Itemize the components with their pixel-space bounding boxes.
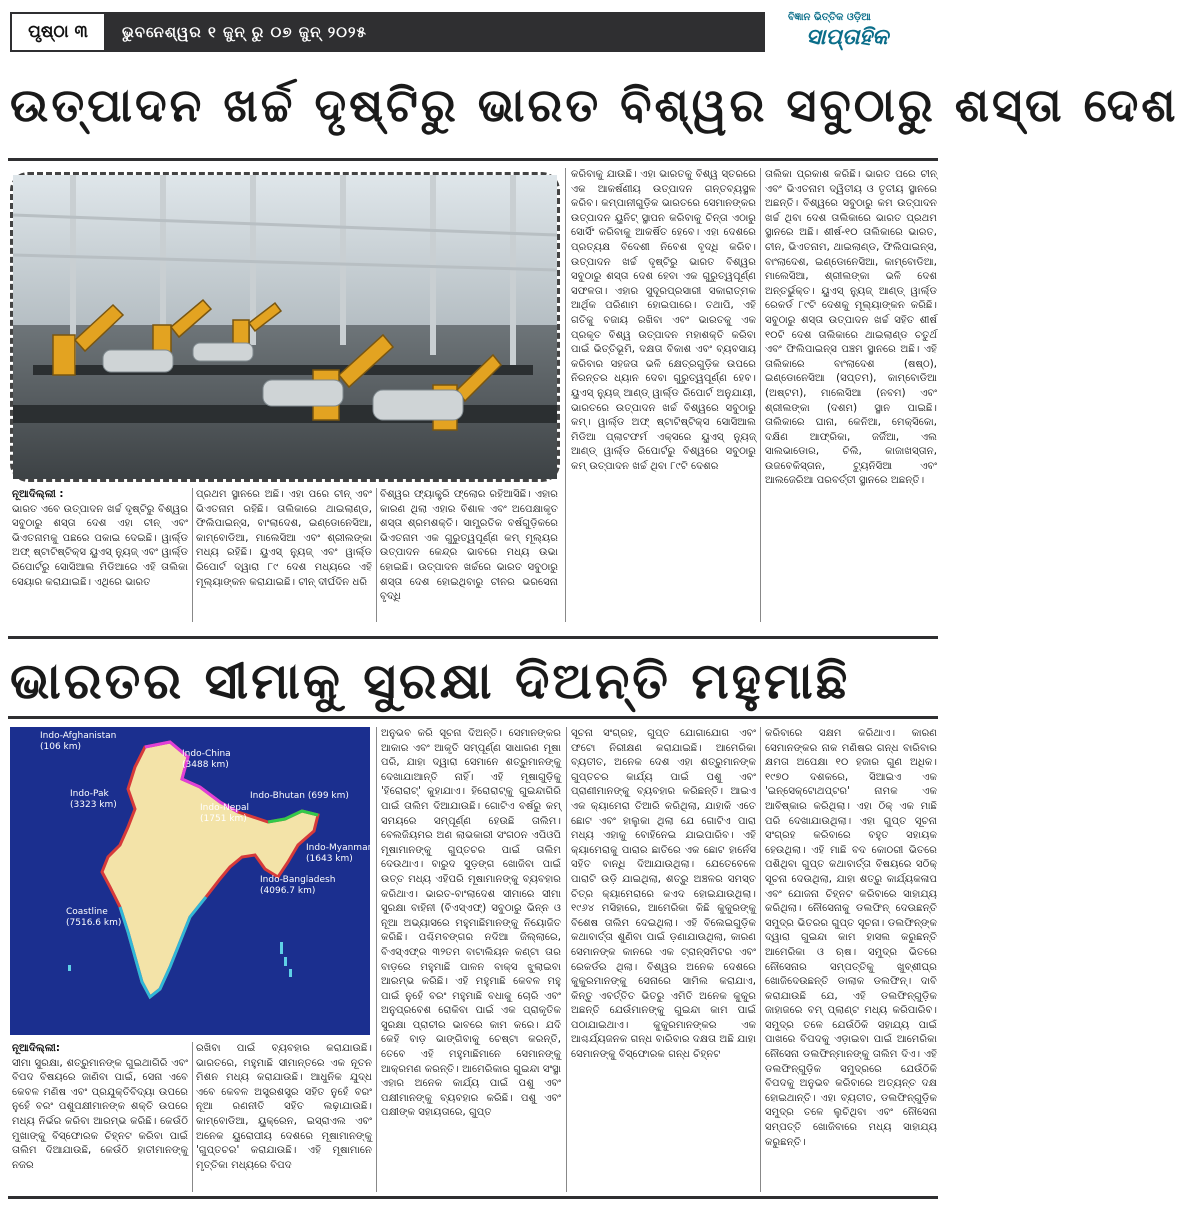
article1-text-5: ତାଲିକା ପ୍ରକାଶ କରିଛି। ଭାରତ ପରେ ଚୀନ୍ ଏବଂ ଭିଏତନାମ ଦ୍ୱିତୀୟ ଓ ତୃତୀୟ ସ୍ଥାନରେ ଅଛନ୍ତି। ବିଶ୍ୱରେ ସବୁଠାରୁ କମ ଉତ୍ପାଦନ ଖର୍ଚ୍ଚ ଥିବା ଦେଶ ତାଲିକାରେ ଭାରତ ପ୍ରଥମ ସ୍ଥାନରେ ଅଛି। ଶୀର୍ଷ-୧୦ ତାଲିକାରେ ଭାରତ, ଚୀନ, ଭିଏତନାମ, ଥାଇଲାଣ୍ଡ, ଫିଲିପାଇନ୍ସ, ବାଂଲାଦେଶ, ଇଣ୍ଡୋନେସିଆ, କାମ୍ବୋଡିଆ, ମାଲେସିଆ, ଶ୍ରୀଲଙ୍କା ଭଳି ଦେଶ ଅନ୍ତର୍ଭୁକ୍ତ। ୟୁଏସ୍ ନ୍ୟୁଜ୍ ଆଣ୍ଡ୍ ୱାର୍ଲ୍ଡ ରେକର୍ଡ ୮୯ଟି ଦେଶକୁ ମୂଲ୍ୟାଙ୍କନ କରିଛି। ସବୁଠାରୁ ଶସ୍ତା ଉତ୍ପାଦନ ଖର୍ଚ୍ଚ ସହିତ ଶୀର୍ଷ ୧୦ଟି ଦେଶ ତାଲିକାରେ ଥାଇଲାଣ୍ଡ ଚତୁର୍ଥ ଏବଂ ଫିଲିପାଇନ୍ସ ପଞ୍ଚମ ସ୍ଥାନରେ ଅଛି। ଏହି ତାଲିକାରେ ବାଂଲାଦେଶ (ଷଷ୍ଠ), ଇଣ୍ଡୋନେସିଆ (ସପ୍ତମ), କାମ୍ବୋଡିଆ (ଅଷ୍ଟମ), ମାଲେସିଆ (ନବମ) ଏବଂ ଶ୍ରୀଲଙ୍କା (ଦଶମ) ସ୍ଥାନ ପାଇଛି। ତାଲିକାରେ ଘାନା, କେନିଆ, ମେକ୍ସିକୋ, ଦକ୍ଷିଣ ଆଫ୍ରିକା, ଜର୍ଜିଆ, ଏଲ ସାଲଭାଡୋର, ଚିଲି, କାଜାଖସ୍ତାନ, ଉଜବେକିସ୍ତାନ, ଟ୍ୟୁନିସିଆ ଏବଂ ଆଲଜେରିଆ ପରବର୍ତ୍ତୀ ସ୍ଥାନରେ ଅଛନ୍ତି। bbox=[765, 169, 937, 487]
article2-headline: ଭାରତର ସୀମାକୁ ସୁରକ୍ଷା ଦିଅନ୍ତି ମହୁମାଛି bbox=[10, 652, 851, 710]
article1-text-3: ବିଶ୍ୱର ଫ୍ୟାକ୍ଟ୍ରି ଫ୍ଲୋର ରହିଆସିଛି। ଏହାର କାରଣ ଥିଲା ଏହାର ବିଶାଳ ଏବଂ ଅପେକ୍ଷାକୃତ ଶସ୍ତା ଶ୍ରମଶକ୍ତି। ସାମ୍ପ୍ରତିକ ବର୍ଷଗୁଡ଼ିକରେ ଭିଏତନାମ ଏକ ଗୁରୁତ୍ୱପୂର୍ଣ୍ଣ କମ୍ ମୂଲ୍ୟର ଉତ୍ପାଦନ କେନ୍ଦ୍ର ଭାବରେ ମଧ୍ୟ ଉଭା ହୋଇଛି। ଉତ୍ପାଦନ ଖର୍ଚ୍ଚରେ ଭାରତ ସବୁଠାରୁ ଶସ୍ତା ଦେଶ ହୋଇଥିବାରୁ ଚୀନର ଭରସେନା ବୃଦ୍ଧି bbox=[380, 489, 558, 603]
label-indo-nepal: Indo-Nepal (1751 km) bbox=[200, 803, 249, 824]
label-indo-pak: Indo-Pak (3323 km) bbox=[70, 789, 117, 810]
article2-column-1 bbox=[12, 1042, 188, 1192]
article1-byline: ନୂଆଦିଲ୍ଲୀ : bbox=[12, 489, 64, 500]
article1-column-2 bbox=[196, 488, 372, 622]
article2-column-3 bbox=[381, 727, 561, 1192]
masthead-title: ସାପ୍ତାହିକ bbox=[806, 24, 889, 50]
masthead-logo bbox=[772, 10, 934, 54]
column-divider bbox=[566, 727, 567, 1192]
footer-rule bbox=[8, 1196, 938, 1199]
article2-text-3: ଅନୁଭବ କରି ସୂଚନା ଦିଅନ୍ତି। ସେମାନଙ୍କର ଆକାର ଏବଂ ଆକୃତି ସମ୍ପୂର୍ଣ୍ଣ ସାଧାରଣ ମୂଷା ପରି, ଯାହା ଦ୍ୱାରା ସେମାନେ ଶତ୍ରୁମାନଙ୍କୁ ଦେଖାଯାଆନ୍ତି ନାହିଁ। ଏହି ମୂଷାଗୁଡ଼ିକୁ 'ହିରୋରାଟ୍' କୁହାଯାଏ। ହିରୋରାଟ୍‌କୁ ଗୁଇନ୍ଦାଗିରି ପାଇଁ ତାଲିମ ଦିଆଯାଉଛି। ଗୋଟିଏ ବର୍ଷରୁ କମ୍ ସମୟରେ ସମ୍ପୂର୍ଣ୍ଣ ହେଉଛି ତାଲିମ। ବେଲଜିୟମର ଅଣ ଲାଭକାରୀ ସଂଗଠନ ଏପିଓପି ମୂଷାମାନଙ୍କୁ ଗୁପ୍ତଚର ପାଇଁ ତାଲିମ ଦେଉଥାଏ। ବାରୁଦ ସୁଡ଼ଙ୍ଗ ଖୋଜିବା ପାଇଁ ଉତ୍ତ ମଧ୍ୟ ଏହିପରି ମୂଷାମାନଙ୍କୁ ବ୍ୟବହାର କରିଥାଏ। ଭାରତ-ବାଂଲାଦେଶ ସୀମାରେ ସୀମା ସୁରକ୍ଷା ବାହିନୀ (ବିଏସ୍ଏଫ୍) ସବୁଠାରୁ ଭିନ୍ନ ଓ ନୂଆ ଅଭ୍ୟାସରେ ମହୁମାଛିମାନଙ୍କୁ ନିୟୋଜିତ କରିଛି। ପଶ୍ଚିମବଙ୍ଗର ନଦିଆ ଜିଲ୍ଲାରେ, ବିଏସ୍ଏଫ୍‌ର ୩୨ତମ ବାଟାଲିୟନ କଣ୍ଟା ତାର ବାଡ଼ରେ ମହୁମାଛି ପାଳନ ବାକ୍ସ ଝୁଲାଇବା ଆରମ୍ଭ କରିଛି। ଏହି ମହୁମାଛି କେବଳ ମହୁ ପାଇଁ ନୁହେଁ ବରଂ ମହୁମାଛି ବଧାକୁ ଚୋରି ଏବଂ ଅନୁପ୍ରବେଶ ରୋକିବା ପାଇଁ ଏକ ପ୍ରାକୃତିକ ସୁରକ୍ଷା ପ୍ରାଚୀର ଭାବରେ କାମ କରେ। ଯଦି କେହି ବାଡ଼ ଭାଙ୍ଗିବାକୁ ଚେଷ୍ଟା କରନ୍ତି, ତେବେ ଏହି ମହୁମାଛିମାନେ ସେମାନଙ୍କୁ ଆକ୍ରମଣ କରନ୍ତି। ଆମେରିକାର ଗୁଇନ୍ଦା ସଂସ୍ଥା ଏହାର ଅନେକ କାର୍ଯ୍ୟ ପାଇଁ ପଶୁ ଏବଂ ପକ୍ଷୀମାନଙ୍କୁ ବ୍ୟବହାର କରିଛି। ପଶୁ ଏବଂ ପକ୍ଷୀଙ୍କ ସହାୟତାରେ, ଗୁପ୍ତ bbox=[381, 728, 561, 1119]
article2-column-2 bbox=[196, 1042, 372, 1192]
masthead-tagline: ବିଜ୍ଞାନ ଭିତ୍ତିକ ଓଡ଼ିଆ bbox=[788, 12, 871, 23]
article2-text-4: ସୂଚନା ସଂଗ୍ରହ, ଗୁପ୍ତ ଯୋଗାଯୋଗ ଏବଂ ଫଟୋ ନିରୀକ୍ଷଣ କରାଯାଇଛି। ଆମେରିକା ବ୍ୟତୀତ, ଅନେକ ଦେଶ ଏହା ଶତ୍ରୁମାନଙ୍କ ଗୁପ୍ତଚର କାର୍ଯ୍ୟ ପାଇଁ ପଶୁ ଏବଂ ପ୍ରାଣୀମାନଙ୍କୁ ବ୍ୟବହାର କରିଛନ୍ତି। ଆଇଏ ଏକ କ୍ୟାମେରା ତିଆରି କରିଥିଲା, ଯାହାକି ଏତେ ଛୋଟ ଏବଂ ହାଲୁକା ଥିଲା ଯେ ଗୋଟିଏ ପାରା ମଧ୍ୟ ଏହାକୁ ବୋହିନେଇ ଯାଇପାରିବ। ଏହି କ୍ୟାମେରାକୁ ପାରାର ଛାତିରେ ଏକ ଛୋଟ ହାର୍ନେସ ସହିତ ବାନ୍ଧି ଦିଆଯାଉଥିଲା। ଯେତେବେଳେ ପାରାଟି ଉଡ଼ି ଯାଇଥିଲା, ଶତ୍ରୁ ଅଞ୍ଚଳର ସମସ୍ତ ଚିତ୍ର କ୍ୟାମେରାରେ କଏଦ ହୋଇଯାଉଥିଲା। ୧୯୬୪ ମସିହାରେ, ଆମେରିକା କିଛି କୁକୁରଙ୍କୁ ବିଶେଷ ତାଲିମ ଦେଇଥିଲା। ଏହି ବିଲେଇଗୁଡ଼ିକ କଥାବାର୍ତ୍ତା ଶୁଣିବା ପାଇଁ ଡ଼ଣାଯାଉଥିଲା, କାରଣ ସେମାନଙ୍କ କାନରେ ଏକ ଟ୍ରାନ୍ସମିଟର ଏବଂ ରେକର୍ଡର ଥିଲା। ବିଶ୍ୱର ଅନେକ ଦେଶରେ କୁକୁରମାନଙ୍କୁ ସେନାରେ ସାମିଲ କରାଯାଏ, କିନ୍ତୁ ଏବର୍ତ୍ତିତ ଭିତରୁ ଏମିତି ଅନେକ କୁକୁର ଅଛନ୍ତି ଯେଉଁମାନଙ୍କୁ ଗୁଇନ୍ଦା କାମ ପାଇଁ ପଠାଯାଇଥାଏ। କୁକୁରମାନଙ୍କର ଏକ ଆଶ୍ଚର୍ଯ୍ୟଜନକ ଗନ୍ଧ ବାରିବାର ଦକ୍ଷତା ଅଛି ଯାହା ସେମାନଙ୍କୁ ବିସ୍ଫୋରକ ଗନ୍ଧ ଚିହ୍ନଟ bbox=[571, 728, 756, 1061]
article2-column-4 bbox=[571, 727, 756, 1192]
section-divider bbox=[8, 636, 938, 639]
divider bbox=[8, 716, 938, 719]
label-indo-afghanistan: Indo-Afghanistan (106 km) bbox=[40, 731, 117, 752]
article2-column-5 bbox=[765, 727, 937, 1192]
label-indo-china: Indo-China (3488 km) bbox=[182, 749, 231, 770]
article1-text-2: ପ୍ରଥମ ସ୍ଥାନରେ ଅଛି। ଏହା ପରେ ଚୀନ୍ ଏବଂ ଭିଏତନାମ ରହିଛି। ତାଲିକାରେ ଥାଇଲାଣ୍ଡ, ଫିଲିପାଇନ୍ସ, ବାଂଲାଦେଶ, ଇଣ୍ଡୋନେସିଆ, କାମ୍ବୋଡିଆ, ମାଲେସିଆ ଏବଂ ଶ୍ରୀଲଙ୍କା ମଧ୍ୟ ରହିଛି। ୟୁଏସ୍ ନ୍ୟୁଜ୍ ଏବଂ ୱାର୍ଲ୍ଡ ରିପୋର୍ଟ ଦ୍ୱାରା ୮୯ ଦେଶ ମଧ୍ୟରେ ଏହି ମୂଲ୍ୟାଙ୍କନ କରାଯାଇଛି। ଚୀନ୍ ଦୀର୍ଘଦିନ ଧରି bbox=[196, 489, 372, 588]
india-border-map bbox=[10, 727, 370, 1035]
column-divider bbox=[760, 168, 761, 622]
column-divider bbox=[376, 488, 377, 622]
label-coastline: Coastline (7516.6 km) bbox=[66, 907, 122, 928]
page-number: ପୃଷ୍ଠା ୩ bbox=[10, 12, 106, 52]
article2-text-1: ସୀମା ସୁରକ୍ଷା, ଶତ୍ରୁମାନଙ୍କ ଗୁଇଥାଗିରି ଏବଂ ବିପଦ ବିଷୟରେ ଜାଣିବା ପାଇଁ, ସେନା ଏବେ କେବଳ ମଣିଷ ଏବଂ ପ୍ରଯୁକ୍ତିବିଦ୍ୟା ଉପରେ ନୁହେଁ ବରଂ ପଶୁପକ୍ଷୀମାନଙ୍କ ଶକ୍ତି ଉପରେ ମଧ୍ୟ ନିର୍ଭର କରିବା ଆରମ୍ଭ କରିଛି। କେଉଁଠି ମୁଖାଙ୍କୁ ବିସ୍ଫୋରକ ଚିହ୍ନଟ କରିବା ପାଇଁ ତାଲିମ ଦିଆଯାଉଛି, କେଉଁଠି ହାତୀମାନଙ୍କୁ ନଜର bbox=[12, 1057, 188, 1171]
article1-column-5 bbox=[765, 168, 937, 622]
issue-date: ଭୁବନେଶ୍ୱର ୧ ଜୁନ୍ ରୁ ୦୭ ଜୁନ୍ ୨୦୨୫ bbox=[122, 23, 367, 41]
column-divider bbox=[192, 1042, 193, 1192]
label-indo-myanmar: Indo-Myanmar (1643 km) bbox=[306, 843, 372, 864]
article1-column-3 bbox=[380, 488, 558, 622]
column-divider bbox=[565, 168, 566, 622]
article1-column-4 bbox=[571, 168, 756, 622]
robot-assembly-line-image bbox=[13, 175, 557, 479]
label-indo-bangladesh: Indo-Bangladesh (4096.7 km) bbox=[260, 875, 336, 896]
column-divider bbox=[192, 488, 193, 622]
article2-text-2: ରଖିବା ପାଇଁ ବ୍ୟବହାର କରାଯାଉଛି। ଭାରତରେ, ମହୁମାଛି ସୀମାନ୍ତରେ ଏକ ନୂତନ ମିଶନ ମଧ୍ୟ କରାଯାଉଛି। ଆଧୁନିକ ଯୁଦ୍ଧ ଏବେ କେବଳ ଅସ୍ତ୍ରଶସ୍ତ୍ର ସହିତ ନୁହେଁ ବରଂ ନୂଆ ରଣନୀତି ସହିତ ଲଢ଼ାଯାଉଛି। କାମ୍ବୋଡିଆ, ୟୁକ୍ରେନ, ଇସ୍ରାଏଲ ଏବଂ ଅନେକ ୟୁରୋପୀୟ ଦେଶରେ ମୂଷାମାନଙ୍କୁ 'ଗୁପ୍ତଚର' କରାଯାଉଛି। ଏହି ମୂଷାମାନେ ମୃତ୍ତିକା ମଧ୍ୟରେ ବିପଦ bbox=[196, 1043, 372, 1171]
article2-text-5: କରିବାରେ ସକ୍ଷମ କରିଥାଏ। କାରଣ ସେମାନଙ୍କର ନାକ ମଣିଷର ଗନ୍ଧ ବାରିବାର କ୍ଷମତା ଅପେକ୍ଷା ୧୦ ହଜାର ଗୁଣ ଅଧିକ। ୧୯୭୦ ଦଶକରେ, ସିଆଇଏ ଏକ 'ଇନ୍‌ସେକ୍ଟୋଥପ୍ଟର' ନାମକ ଏକ ଆବିଷ୍କାର କରିଥିଲା। ଏହା ଠିକ୍ ଏକ ମାଛି ପରି ଦେଖାଯାଉଥିଲା। ଏହା ଗୁପ୍ତ ସୂଚନା ସଂଗ୍ରହ କରିବାରେ ବହୁତ ସହାୟକ ହେଉଥିଲା। ଏହି ମାଛି ବଦ କୋଠରୀ ଭିତରେ ପଶିଥିବା ଗୁପ୍ତ କଥାବାର୍ତ୍ତା ବିଷୟରେ ସଠିକ୍ ସୂଚନା ଦେଉଥିଲା, ଯାହା ଶତ୍ରୁ କାର୍ଯ୍ୟକଳାପ ଏବଂ ଯୋଜନା ଚିହ୍ନଟ କରିବାରେ ସାହାଯ୍ୟ କରିଥିଲା। ନୌସେନାକୁ ଡଲଫିନ୍ ଦେଉଛନ୍ତି ସମୁଦ୍ର ଭିତରର ଗୁପ୍ତ ସୂଚନା। ଡଲଫିନ୍‌ଙ୍କ ଦ୍ୱାରା ଗୁଇନ୍ଦା କାମ ହାସଲ କରୁଛନ୍ତି ଆମେରିକା ଓ ଋଷ। ସମୁଦ୍ର ଭିତରେ ନୌସେନାର ସମ୍ପତ୍ତିକୁ ଖୁବ୍‌ଶୀଘ୍ର ଖୋଜିଦେଉଛନ୍ତି ଡାଲାକ ଡଲଫିନ୍। ଦାବି କରାଯାଉଛି ଯେ, ଏହି ଡଲଫିନ୍‌ଗୁଡ଼ିକ ଜାହାଜରେ ବମ୍ ପ୍ଲାଣ୍ଟ ମଧ୍ୟ କରିପାରିବ। ସମୁଦ୍ର ତଳେ ଯେଉଁଠିକି ସହାଯ୍ୟ ପାଇଁ ପାଖରେ ବିପଦକୁ ଏଡ଼ାଇବା ପାଇଁ ଆମେରିକା ନୌସେନା ଡଲଫିନ୍‌ମାନଙ୍କୁ ତାଲିମ ଦିଏ। ଏହି ଡଲଫିନ୍‌ଗୁଡ଼ିକ ସମୁଦ୍ରରେ ଯେଉଁଠିକି ବିପଦକୁ ଅନୁଭବ କରିବାରେ ଅତ୍ୟନ୍ତ ଦକ୍ଷ ହୋଇଥାନ୍ତି। ଏହା ବ୍ୟତୀତ, ଡଲଫିନ୍‌ଗୁଡ଼ିକ ସମୁଦ୍ର ତଳେ ଲୁଚିଥିବା ଏବଂ ନୌସେନା ସମ୍ପତ୍ତି ଖୋଜିବାରେ ମଧ୍ୟ ସାହାଯ୍ୟ କରୁଛନ୍ତି। bbox=[765, 728, 937, 1148]
column-divider bbox=[760, 727, 761, 1192]
factory-photo bbox=[10, 172, 560, 482]
article1-text-4: କରିବାକୁ ଯାଉଛି। ଏହା ଭାରତକୁ ବିଶ୍ୱ ସ୍ତରରେ ଏକ ଆକର୍ଷଣୀୟ ଉତ୍ପାଦନ ଗନ୍ତବ୍ୟସ୍ଥଳ କରିବ। କମ୍ପାନୀଗୁଡ଼ିକ ଭାରତରେ ସେମାନଙ୍କର ଉତ୍ପାଦନ ୟୁନିଟ୍ ସ୍ଥାପନ କରିବାକୁ ଚିନ୍ତା ଏଠାରୁ ସୋର୍ସିଂ କରିବାକୁ ଆକର୍ଷିତ ହେବେ। ଏହା ଦେଶରେ ପ୍ରତ୍ୟକ୍ଷ ବିଦେଶୀ ନିବେଶ ବୃଦ୍ଧି କରିବ। ଉତ୍ପାଦନ ଖର୍ଚ୍ଚ ଦୃଷ୍ଟିରୁ ଭାରତ ବିଶ୍ୱର ସବୁଠାରୁ ଶସ୍ତା ଦେଶ ହେବା ଏକ ଗୁରୁତ୍ୱପୂର୍ଣ୍ଣ ସଫଳତା। ଏହାର ସୁଦୂରପ୍ରସାରୀ ସକାରାତ୍ମକ ଆର୍ଥିକ ପରିଣାମ ହୋଇପାରେ। ତଥାପି, ଏହି ଗତିକୁ ବଜାୟ ରଖିବା ଏବଂ ଭାରତକୁ ଏକ ପ୍ରକୃତ ବିଶ୍ୱ ଉତ୍ପାଦନ ମହାଶକ୍ତି କରିବା ପାଇଁ ଭିତ୍ତିଭୂମି, ଦକ୍ଷତା ବିକାଶ ଏବଂ ବ୍ୟବସାୟ କରିବାର ସହଜତା ଭଳି କ୍ଷେତ୍ରଗୁଡ଼ିକ ଉପରେ ନିରନ୍ତର ଧ୍ୟାନ ଦେବା ଗୁରୁତ୍ୱପୂର୍ଣ୍ଣ ହେବ। ୟୁଏସ୍ ନ୍ୟୁଜ୍ ଆଣ୍ଡ୍ ୱାର୍ଲ୍ଡ ରିପୋର୍ଟ ଅନୁଯାୟୀ, ଭାରତରେ ଉତ୍ପାଦନ ଖର୍ଚ୍ଚ ବିଶ୍ୱରେ ସବୁଠାରୁ କମ୍। ୱାର୍ଲ୍ଡ ଅଫ୍ ଷ୍ଟାଟିଷ୍ଟିକ୍ସ ସୋସିଆଲ ମିଡିଆ ପ୍ଲାଟଫର୍ମ ଏକ୍ସରେ ୟୁଏସ୍ ନ୍ୟୁଜ୍ ଆଣ୍ଡ୍ ୱାର୍ଲ୍ଡ ରିପୋର୍ଟରୁ ବିଶ୍ୱରେ ସବୁଠାରୁ କମ୍ ଉତ୍ପାଦନ ଖର୍ଚ୍ଚ ଥିବା ୮୯ଟି ଦେଶର bbox=[571, 169, 756, 472]
label-indo-bhutan: Indo-Bhutan (699 km) bbox=[250, 791, 349, 801]
article1-column-1 bbox=[12, 488, 188, 622]
article1-headline: ଉତ୍ପାଦନ ଖର୍ଚ୍ଚ ଦୃଷ୍ଟିରୁ ଭାରତ ବିଶ୍ୱର ସବୁଠାରୁ ଶସ୍ତା ଦେଶ bbox=[10, 78, 1179, 132]
article1-text-1: ଭାରତ ଏବେ ଉତ୍ପାଦନ ଖର୍ଚ୍ଚ ଦୃଷ୍ଟିରୁ ବିଶ୍ୱର ସବୁଠାରୁ ଶସ୍ତା ଦେଶ ଏହା ଚୀନ୍ ଏବଂ ଭିଏତନାମକୁ ପଛରେ ପକାଇ ଦେଇଛି। ୱାର୍ଲ୍ଡ ଅଫ୍ ଷ୍ଟାଟିଷ୍ଟିକ୍ସ ୟୁଏସ୍ ନ୍ୟୁଜ୍ ଏବଂ ୱାର୍ଲ୍ଡ ରିପୋର୍ଟରୁ ସୋସିଆଲ ମିଡିଆରେ ଏହି ତାଲିକା ସେୟାର କରାଯାଇଛି। ଏଥିରେ ଭାରତ bbox=[12, 503, 188, 588]
column-divider bbox=[376, 727, 377, 1192]
divider bbox=[8, 158, 938, 161]
article2-byline: ନୂଆଦିଲ୍ଲୀ: bbox=[12, 1043, 60, 1054]
